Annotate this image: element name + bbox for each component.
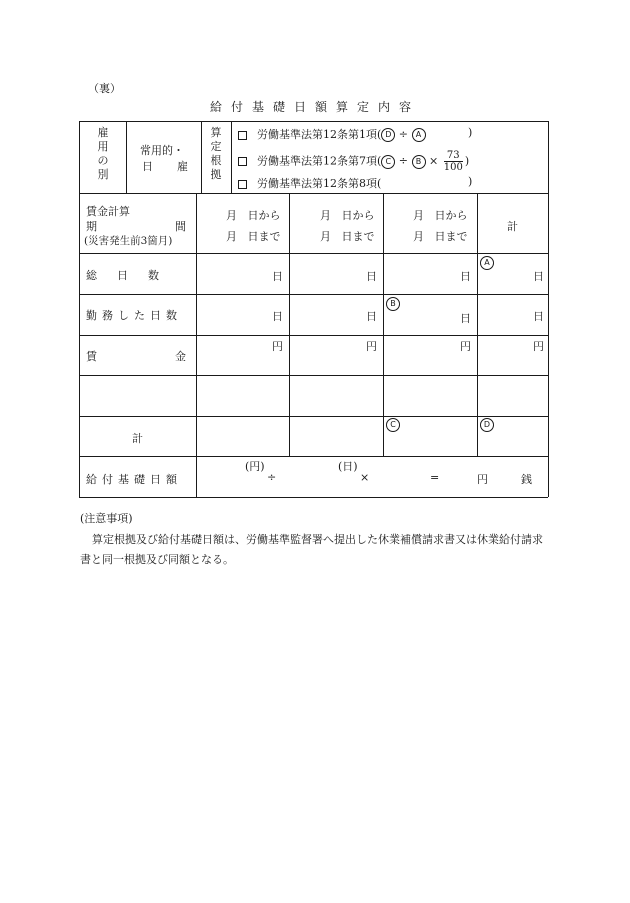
period-1-to: 月 日まで bbox=[226, 230, 281, 243]
basis-option-3[interactable]: 労働基準法第12条第8項( bbox=[238, 175, 381, 191]
notes-title: (注意事項) bbox=[80, 512, 133, 525]
table-border-right bbox=[548, 121, 549, 497]
employment-type-line2: 日 雇 bbox=[142, 160, 188, 173]
sen-unit: 銭 bbox=[521, 473, 532, 486]
fraction: $\frac{73}{100}$ bbox=[443, 150, 463, 173]
divider bbox=[231, 121, 232, 193]
yen-unit: 円 bbox=[272, 340, 283, 353]
day-unit: 日 bbox=[366, 310, 377, 323]
day-unit: 日 bbox=[272, 270, 283, 283]
table-border-bottom bbox=[79, 497, 548, 498]
day-unit: 日 bbox=[366, 270, 377, 283]
period-total-header: 計 bbox=[507, 220, 518, 233]
day-unit: 日 bbox=[460, 312, 471, 325]
divider bbox=[79, 456, 548, 457]
day-unit: 日 bbox=[272, 310, 283, 323]
yen-unit: 円 bbox=[366, 340, 377, 353]
period-3-to: 月 日まで bbox=[413, 230, 468, 243]
basis-option-1-close: ) bbox=[468, 126, 473, 139]
equals-sign: = bbox=[430, 471, 440, 484]
sum-label: 計 bbox=[132, 432, 143, 445]
circle-c-icon: C bbox=[386, 418, 400, 432]
basis-option-2[interactable]: 労働基準法第12条第7項( C ÷ B × $\frac{73}{100}$ ) bbox=[238, 150, 469, 173]
page-title: 給付基礎日額算定内容 bbox=[209, 100, 420, 114]
period-1-from: 月 日から bbox=[226, 209, 281, 222]
day-unit: 日 bbox=[460, 270, 471, 283]
day-unit: 日 bbox=[533, 270, 544, 283]
circle-d-icon: D bbox=[381, 128, 395, 142]
period-label-line1: 賃金計算 bbox=[86, 205, 130, 218]
circle-a-icon: A bbox=[412, 128, 426, 142]
day-paren-unit: (日) bbox=[338, 460, 358, 473]
divider bbox=[201, 121, 202, 193]
yen-unit: 円 bbox=[460, 340, 471, 353]
basis-option-1[interactable]: 労働基準法第12条第1項( D ÷ A bbox=[238, 126, 426, 142]
period-label-line3: (災害発生前3箇月) bbox=[84, 235, 173, 247]
circle-a-icon: A bbox=[480, 256, 494, 270]
checkbox-basis-1[interactable] bbox=[238, 131, 247, 140]
divider bbox=[126, 121, 127, 193]
employment-label: 雇 用 の 別 bbox=[97, 126, 109, 181]
divider bbox=[196, 193, 197, 497]
worked-days-label: 勤務した日数 bbox=[86, 309, 182, 322]
divider bbox=[289, 193, 290, 456]
yen-unit: 円 bbox=[477, 473, 488, 486]
circle-d-icon: D bbox=[480, 418, 494, 432]
yen-paren-unit: (円) bbox=[245, 460, 265, 473]
notes-body: 算定根拠及び給付基礎日額は、労働基準監督署へ提出した休業補償請求書又は休業給付請求書と同一根拠及び同額となる。 bbox=[80, 533, 543, 566]
divider bbox=[383, 193, 384, 456]
checkbox-basis-3[interactable] bbox=[238, 180, 247, 189]
times-sign: × bbox=[360, 471, 370, 484]
table-border-top bbox=[79, 121, 548, 122]
circle-c-icon: C bbox=[381, 155, 395, 169]
period-label-line2: 期 間 bbox=[86, 220, 186, 233]
side-label: （裏） bbox=[88, 82, 121, 95]
total-days-label: 総日数 bbox=[86, 269, 179, 282]
wages-label: 賃 金 bbox=[86, 350, 186, 363]
employment-type-line1: 常用的・ bbox=[140, 144, 184, 157]
checkbox-basis-2[interactable] bbox=[238, 157, 247, 166]
basis-label: 算 定 根 拠 bbox=[210, 126, 222, 181]
period-2-to: 月 日まで bbox=[320, 230, 375, 243]
circle-b-icon: B bbox=[386, 297, 400, 311]
yen-unit: 円 bbox=[533, 340, 544, 353]
period-2-from: 月 日から bbox=[320, 209, 375, 222]
circle-b-icon: B bbox=[412, 155, 426, 169]
basis-option-3-close: ) bbox=[468, 175, 473, 188]
base-amount-label: 給付基礎日額 bbox=[86, 473, 182, 486]
divide-sign: ÷ bbox=[267, 471, 277, 484]
period-3-from: 月 日から bbox=[413, 209, 468, 222]
day-unit: 日 bbox=[533, 310, 544, 323]
